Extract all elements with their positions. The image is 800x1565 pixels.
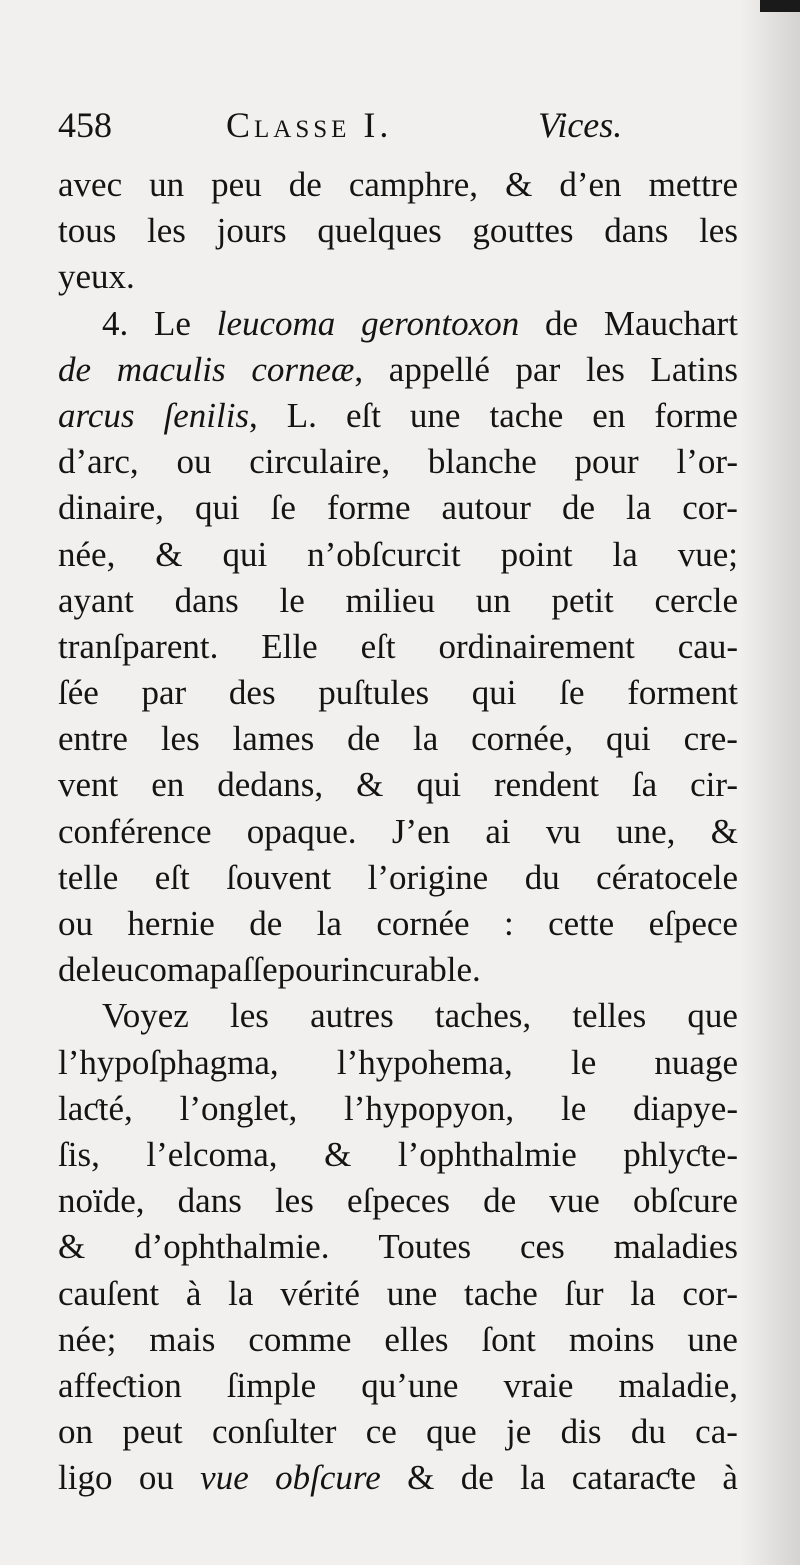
word: du <box>630 1412 666 1452</box>
word: blanche <box>427 442 537 482</box>
word: qui <box>471 673 517 713</box>
word: les <box>230 996 269 1036</box>
word: qu’une <box>361 1365 459 1405</box>
word: Elle <box>261 626 318 666</box>
word: le <box>570 1042 597 1082</box>
running-subtitle: Vices. <box>538 105 623 145</box>
text-line <box>58 532 738 578</box>
text-line <box>58 347 738 393</box>
word: eſt <box>154 857 190 897</box>
word: dinaire, <box>58 488 164 528</box>
text-line <box>58 624 738 670</box>
word: les <box>147 211 186 251</box>
word: je <box>506 1412 532 1452</box>
text-line <box>58 1086 738 1132</box>
text-line <box>58 1132 738 1178</box>
word: vent <box>58 765 119 805</box>
page-number: 458 <box>58 105 112 145</box>
word: ces <box>520 1227 565 1267</box>
text-line <box>58 1363 738 1409</box>
word: une <box>386 1273 438 1313</box>
word: l’elcoma, <box>146 1134 278 1174</box>
word: que <box>687 996 738 1036</box>
word: dans <box>177 1181 242 1221</box>
word: tache <box>489 395 564 435</box>
word: de <box>460 1458 494 1498</box>
word: : <box>503 904 514 943</box>
word: maculis <box>116 349 226 389</box>
word: ſe <box>559 673 585 713</box>
text-line <box>58 439 738 485</box>
word: par <box>141 673 187 713</box>
word: une <box>687 1319 738 1359</box>
word: de <box>483 1181 517 1221</box>
word: cau- <box>677 626 738 666</box>
word: l’or- <box>676 442 738 482</box>
word: vue; <box>677 534 738 574</box>
word: petit <box>551 580 614 620</box>
text-line <box>58 301 738 347</box>
word: le <box>560 1088 587 1128</box>
word: J’en <box>391 811 451 851</box>
word: pour <box>574 442 639 482</box>
word: milieu <box>345 580 435 620</box>
word: la <box>412 719 439 759</box>
word: en <box>151 765 185 805</box>
word: qui <box>416 765 462 805</box>
word: du <box>524 857 560 897</box>
word: diapye- <box>633 1088 738 1128</box>
word: tous <box>58 211 117 251</box>
word: forme <box>654 395 738 435</box>
word: quelques <box>317 211 442 251</box>
word: hernie <box>127 904 215 943</box>
word: elles <box>384 1319 449 1359</box>
word: l’hypoſphagma, <box>58 1042 279 1082</box>
text-line <box>58 208 738 254</box>
word: une, <box>616 811 676 851</box>
word: autres <box>310 996 394 1036</box>
word: forme <box>326 488 411 528</box>
word: nuage <box>654 1042 738 1082</box>
word: lames <box>232 719 315 759</box>
text-line <box>58 762 738 808</box>
word: paſſe <box>209 950 278 990</box>
word: ſée <box>58 673 99 713</box>
word: née, <box>58 534 116 574</box>
running-title: Classe I. <box>226 105 393 145</box>
word: entre <box>58 719 128 759</box>
word: vu <box>545 811 581 851</box>
word: affeƈtion <box>58 1365 182 1405</box>
word: née; <box>58 1319 117 1359</box>
word: dans <box>604 211 669 251</box>
word: que <box>426 1412 477 1452</box>
word: Le <box>154 303 191 343</box>
word: la <box>520 1458 546 1498</box>
word: rendent <box>494 765 599 805</box>
word: gouttes <box>472 211 574 251</box>
word: tache <box>464 1273 538 1313</box>
word: de <box>288 165 322 204</box>
text-line <box>58 1455 738 1501</box>
page-edge-shadow <box>740 0 800 1565</box>
word: conſulter <box>211 1412 337 1452</box>
word: cre- <box>683 719 738 759</box>
word: cératocele <box>596 857 738 897</box>
word: ſouvent <box>226 857 332 897</box>
word: l’ophthalmie <box>397 1134 577 1174</box>
word: comme <box>248 1319 352 1359</box>
word: leucoma <box>216 303 336 343</box>
word: obſcure <box>275 1458 381 1498</box>
word: telles <box>572 996 647 1036</box>
word: ce <box>365 1412 397 1452</box>
word: cor- <box>682 1273 738 1313</box>
word: les <box>699 211 738 251</box>
word: mais <box>149 1319 216 1359</box>
word: L. <box>286 395 317 435</box>
word: le <box>279 580 305 620</box>
word: opaque. <box>246 811 357 851</box>
word: appellé <box>388 349 490 389</box>
word: noïde, <box>58 1181 145 1221</box>
word: peut <box>122 1412 183 1452</box>
text-line <box>58 716 738 762</box>
word: camphre, <box>348 165 479 204</box>
text-line <box>58 670 738 716</box>
word: ou <box>138 1458 174 1498</box>
word: moins <box>568 1319 655 1359</box>
word: eſpeces <box>346 1181 450 1221</box>
word: eſt <box>360 626 396 666</box>
text-line <box>58 1317 738 1363</box>
word: ſur <box>564 1273 604 1313</box>
page-corner-mark <box>760 0 800 12</box>
text-line <box>58 1040 738 1086</box>
word: tranſparent. <box>58 626 219 666</box>
word: & <box>155 534 183 574</box>
word: ſimple <box>226 1365 317 1405</box>
word: 4. <box>102 303 129 343</box>
word: d’ophthalmie. <box>134 1227 330 1267</box>
word: qui <box>194 488 240 528</box>
word: d’en <box>559 165 622 204</box>
word: laƈté, <box>58 1088 133 1128</box>
word: les <box>160 719 200 759</box>
word: ſenilis, <box>163 395 258 435</box>
word: qui <box>222 534 268 574</box>
word: d’arc, <box>58 442 139 482</box>
word: phlyƈte- <box>623 1134 738 1174</box>
word: forment <box>627 673 738 713</box>
word: les <box>274 1181 314 1221</box>
text-line <box>58 578 738 624</box>
word: cauſent <box>58 1273 160 1313</box>
word: on <box>58 1412 93 1452</box>
word: vue <box>549 1181 600 1221</box>
word: la <box>228 1273 254 1313</box>
text-line <box>58 855 738 901</box>
word: jours <box>216 211 287 251</box>
word: en <box>592 395 626 435</box>
word: Toutes <box>378 1227 472 1267</box>
word: de <box>561 488 595 528</box>
word: cette <box>548 904 615 943</box>
word: des <box>228 673 276 713</box>
word: circulaire, <box>249 442 391 482</box>
word: & <box>58 1227 86 1267</box>
word: de <box>545 303 579 343</box>
word: dans <box>174 580 239 620</box>
text-line <box>58 1271 738 1317</box>
word: ayant <box>58 580 134 620</box>
word: de <box>347 719 381 759</box>
word: conférence <box>58 811 212 851</box>
word: la <box>316 904 342 943</box>
word: corneæ, <box>251 349 364 389</box>
word: cor- <box>682 488 738 528</box>
word: dedans, <box>217 765 324 805</box>
word: peu <box>211 165 262 204</box>
text-line <box>58 809 738 855</box>
word: l’origine <box>367 857 489 897</box>
word: Mauchart <box>603 303 738 343</box>
word: ou <box>58 904 93 943</box>
text-line <box>58 947 738 993</box>
text-line <box>58 254 738 300</box>
word: taches, <box>434 996 532 1036</box>
text-line <box>58 901 738 947</box>
word: ai <box>485 811 511 851</box>
word: dis <box>560 1412 602 1452</box>
word: les <box>585 349 625 389</box>
word: & <box>710 811 738 851</box>
word: vraie <box>503 1365 574 1405</box>
word: la <box>630 1273 656 1313</box>
word: avec <box>58 165 123 204</box>
page-header <box>58 100 758 150</box>
word: & <box>356 765 384 805</box>
word: point <box>500 534 573 574</box>
word: de <box>58 950 92 990</box>
word: cornée, <box>471 719 574 759</box>
word: à <box>722 1458 738 1498</box>
word: de <box>249 904 283 943</box>
text-line <box>58 162 738 208</box>
word: maladie, <box>618 1365 738 1405</box>
word: gerontoxon <box>361 303 520 343</box>
word: maladies <box>613 1227 738 1267</box>
word: un <box>475 580 511 620</box>
text-line <box>58 993 738 1039</box>
word: puſtules <box>318 673 430 713</box>
word: telle <box>58 857 119 897</box>
word: & <box>407 1458 435 1498</box>
word: la <box>625 488 652 528</box>
word: par <box>515 349 561 389</box>
word: cornée <box>376 904 470 943</box>
text-line <box>58 1178 738 1224</box>
word: qui <box>605 719 651 759</box>
word: l’onglet, <box>179 1088 298 1128</box>
word: vérité <box>280 1273 360 1313</box>
word: n’obſcurcit <box>307 534 461 574</box>
word: ſa <box>631 765 658 805</box>
word: incurable. <box>341 950 481 990</box>
text-line <box>58 1224 738 1270</box>
word: eſt <box>345 395 381 435</box>
word: autour <box>441 488 531 528</box>
word: ou <box>176 442 212 482</box>
word: & <box>505 165 533 204</box>
body-text <box>58 162 738 1501</box>
word: une <box>409 395 461 435</box>
word: cataraƈte <box>571 1458 697 1498</box>
word: yeux. <box>58 257 135 297</box>
word: la <box>612 534 638 574</box>
word: cir- <box>690 765 738 805</box>
word: ordinairement <box>438 626 635 666</box>
word: Latins <box>650 349 738 389</box>
word: l’hypopyon, <box>344 1088 515 1128</box>
word: vue <box>200 1458 249 1498</box>
word: ſont <box>481 1319 536 1359</box>
word: eſpece <box>648 904 738 943</box>
word: ligo <box>58 1458 113 1498</box>
word: Voyez <box>102 996 189 1036</box>
word: l’hypohema, <box>336 1042 513 1082</box>
word: ca- <box>695 1412 738 1452</box>
text-line <box>58 1409 738 1455</box>
word: à <box>185 1273 202 1313</box>
word: ſe <box>270 488 296 528</box>
word: de <box>58 349 92 389</box>
word: pour <box>277 950 342 990</box>
word: & <box>324 1134 352 1174</box>
word: ſis, <box>58 1134 100 1174</box>
word: leucoma <box>91 950 210 990</box>
word: arcus <box>58 395 135 435</box>
text-line <box>58 485 738 531</box>
word: obſcure <box>632 1181 738 1221</box>
text-line <box>58 393 738 439</box>
word: un <box>149 165 185 204</box>
word: mettre <box>648 165 738 204</box>
word: cercle <box>654 580 738 620</box>
